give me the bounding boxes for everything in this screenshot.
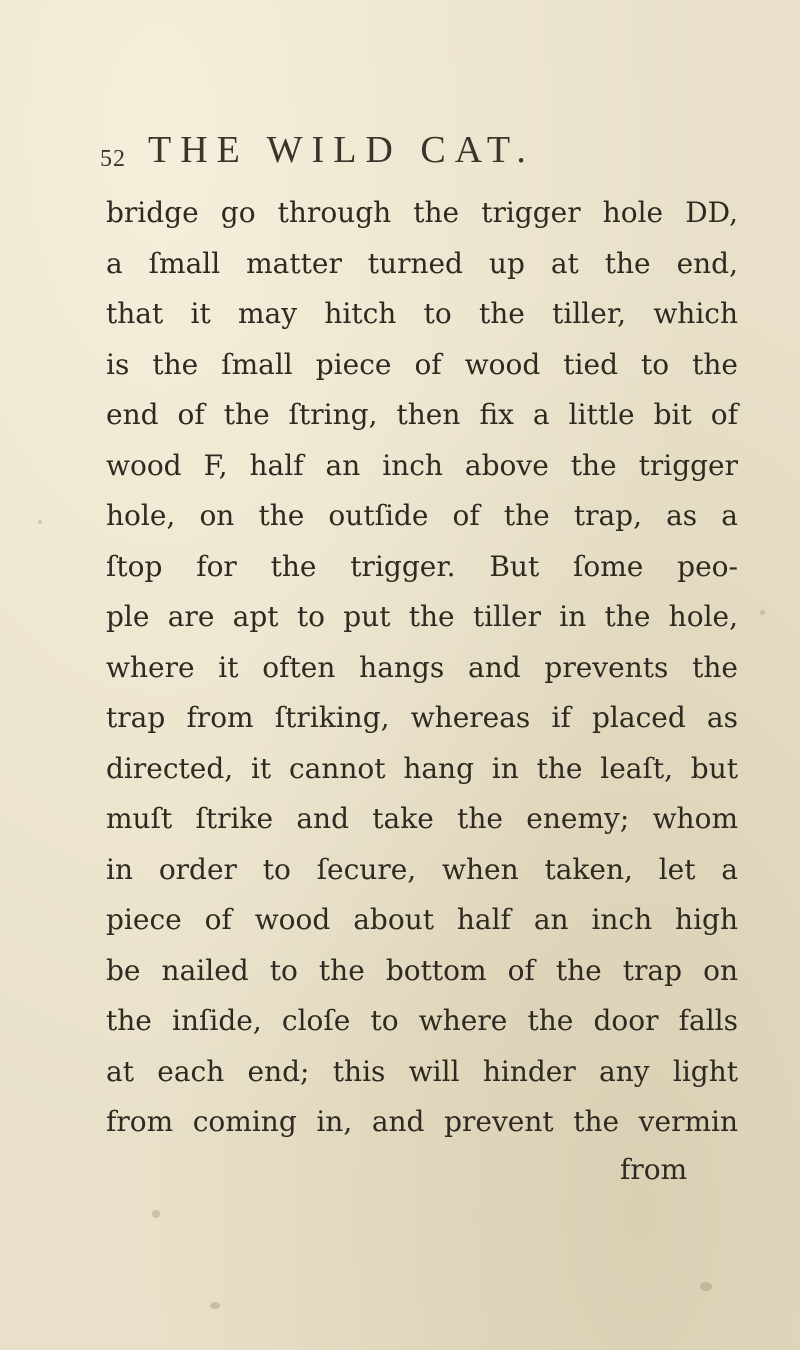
text-line: trap from ſtriking, whereas if placed as <box>106 701 738 734</box>
text-line: muſt ſtrike and take the enemy; whom <box>106 802 738 835</box>
running-title: THE WILD CAT. <box>148 129 535 171</box>
running-head <box>100 128 740 172</box>
body-text <box>106 188 738 1148</box>
text-line: that it may hitch to the tiller, which <box>106 297 738 330</box>
text-line: end of the ſtring, then fix a little bit of <box>106 398 738 431</box>
paper-speck <box>152 1210 160 1218</box>
catchword: from <box>620 1153 688 1186</box>
text-line: ſtop for the trigger. But ſome peo- <box>106 549 738 583</box>
text-line: directed, it cannot hang in the leaſt, but <box>106 751 738 785</box>
paper-speck <box>210 1302 220 1309</box>
text-line: piece of wood about half an inch high <box>106 903 738 936</box>
text-line: be nailed to the bottom of the trap on <box>106 953 738 987</box>
text-line: wood F, half an inch above the trigger <box>106 448 738 482</box>
text-line: at each end; this will hinder any light <box>106 1054 738 1088</box>
text-line: ple are apt to put the tiller in the hole, <box>106 600 738 633</box>
text-line: the inſide, cloſe to where the door falls <box>106 1004 738 1037</box>
text-line: a ſmall matter turned up at the end, <box>106 246 738 280</box>
text-line: is the ſmall piece of wood tied to the <box>106 347 738 381</box>
text-line: hole, on the outſide of the trap, as a <box>106 499 738 532</box>
page-number: 52 <box>100 146 126 172</box>
text-line: bridge go through the trigger hole DD, <box>106 196 738 229</box>
paper-speck <box>700 1282 712 1291</box>
text-line: in order to ſecure, when taken, let a <box>106 852 738 886</box>
text-line: where it often hangs and prevents the <box>106 650 738 684</box>
paper-speck <box>38 520 42 524</box>
paper-speck <box>760 610 765 615</box>
text-line: from coming in, and prevent the vermin <box>106 1105 738 1138</box>
